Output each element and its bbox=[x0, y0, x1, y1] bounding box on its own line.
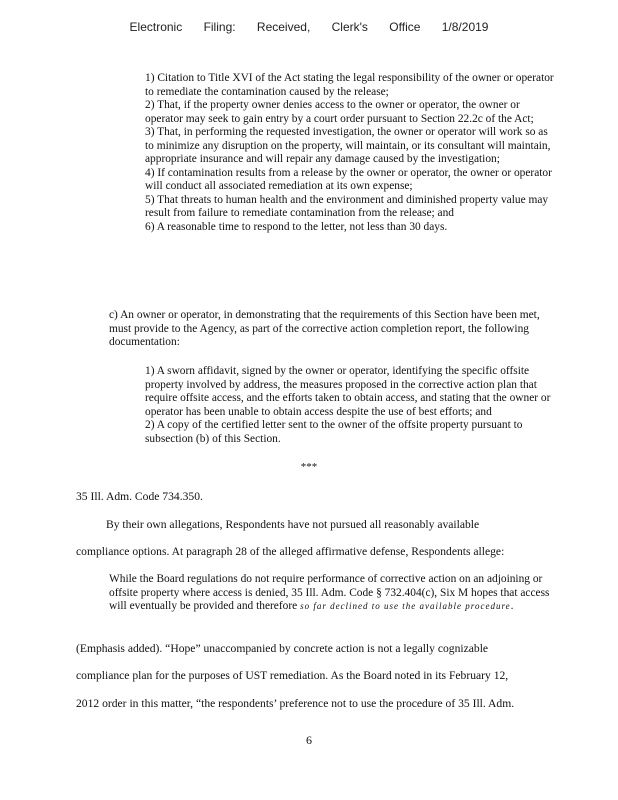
list-item: 1) A sworn affidavit, signed by the owner or operator, identifying the specific offsite property involved by address, the measures proposed in the corrective action plan that require offsite access, and the efforts taken to obtain access, and stating that the owner or operator has been unable to obtain access despite the use of best efforts; and bbox=[145, 365, 551, 418]
quoted-regulation-list-1 bbox=[145, 72, 555, 234]
block-quote-emphasis: so far declined to use the available procedure bbox=[300, 601, 511, 611]
body-line: (Emphasis added). “Hope” unaccompanied by concrete action is not a legally cognizable bbox=[76, 642, 489, 655]
body-line: By their own allegations, Respondents have not pursued all reasonably available bbox=[106, 518, 480, 531]
header-word: Received, bbox=[256, 20, 311, 34]
quoted-regulation-list-2 bbox=[145, 365, 555, 446]
ellipsis-stars: *** bbox=[300, 461, 318, 473]
header-word: Filing: bbox=[203, 20, 236, 34]
list-item: 1) Citation to Title XVI of the Act stating the legal responsibility of the owner or operator to remediate the contamination caused by the release; bbox=[145, 72, 554, 98]
header-date: 1/8/2019 bbox=[441, 20, 489, 34]
body-line: compliance options. At paragraph 28 of the alleged affirmative defense, Respondents allege: bbox=[76, 545, 505, 558]
block-quote bbox=[109, 573, 554, 614]
list-item: 4) If contamination results from a release by the owner or operator, the owner or operator will conduct all associated remediation at its own expense; bbox=[145, 166, 552, 192]
block-quote-text: While the Board regulations do not require performance of corrective action on an adjoining or offsite property where access is denied, 35 Ill. Adm. Code § 732.404(c), Six M hopes that access will eventually be provided and therefore bbox=[109, 573, 550, 612]
list-item: 5) That threats to human health and the environment and diminished property value may result from failure to remediate contamination from the release; and bbox=[145, 193, 549, 219]
list-item: 2) That, if the property owner denies access to the owner or operator, the owner or operator may seek to gain entry by a court order pursuant to Section 22.2c of the Act; bbox=[145, 99, 534, 125]
body-line: compliance plan for the purposes of UST remediation. As the Board noted in its February 12, bbox=[76, 669, 509, 682]
header-word: Electronic bbox=[129, 20, 183, 34]
list-item: 2) A copy of the certified letter sent to the owner of the offsite property pursuant to subsection (b) of this Section. bbox=[145, 419, 523, 445]
header-word: Clerk's bbox=[331, 20, 368, 34]
list-item: 6) A reasonable time to respond to the letter, not less than 30 days. bbox=[145, 220, 448, 233]
page-number: 6 bbox=[306, 733, 312, 747]
subsection-c bbox=[109, 309, 549, 350]
list-item: 3) That, in performing the requested investigation, the owner or operator will work so as to minimize any disruption on the property, will maintain, or its consultant will maintain, appropriate insurance and will repair any damage caused by the investigation; bbox=[145, 126, 551, 165]
header-word: Office bbox=[389, 20, 421, 34]
body-line: 2012 order in this matter, “the respondents’ preference not to use the procedure of 35 Ill. Adm. bbox=[76, 697, 515, 710]
citation: 35 Ill. Adm. Code 734.350. bbox=[76, 490, 203, 503]
subsection-c-text: c) An owner or operator, in demonstrating that the requirements of this Section have been met, must provide to the Agency, as part of the corrective action completion report, the following documentation: bbox=[109, 309, 540, 348]
block-quote-end: . bbox=[510, 600, 514, 612]
filing-header bbox=[0, 20, 618, 34]
